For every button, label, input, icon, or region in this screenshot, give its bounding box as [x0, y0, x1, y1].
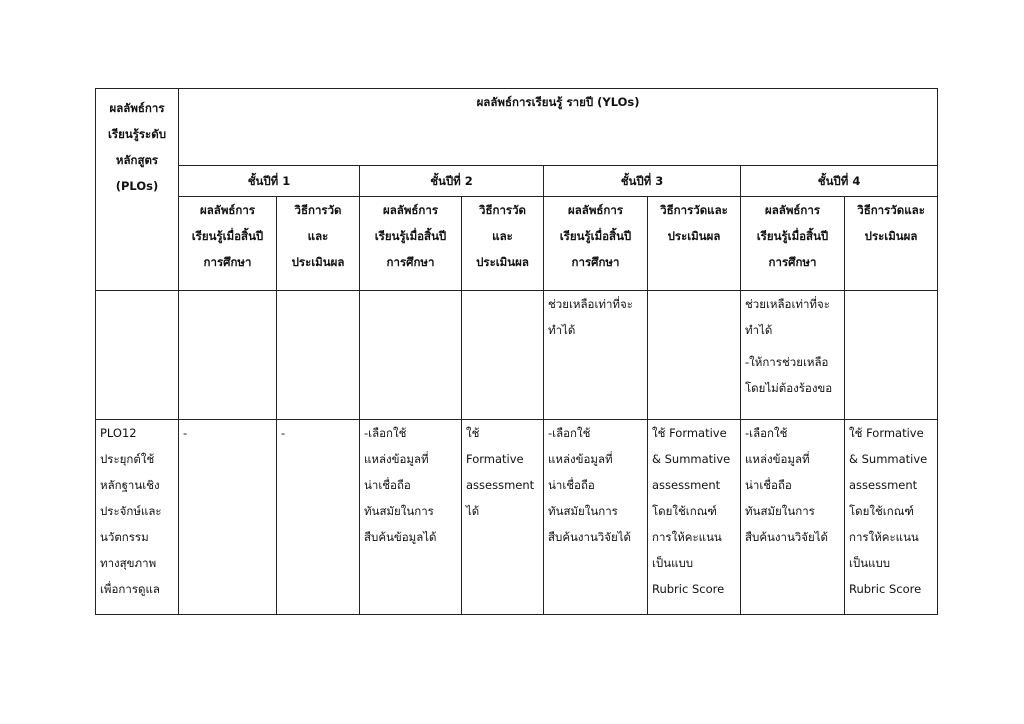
cell-line: Rubric Score [652, 582, 725, 596]
cell-line: ได้ [466, 504, 480, 518]
ylo-header-cell: ผลลัพธ์การเรียนรู้ รายปี (YLOs) [179, 89, 938, 166]
header-line: วิธีการวัดและ [660, 203, 728, 217]
header-row-subcolumns [96, 197, 938, 291]
header-line: เรียนรู้เมื่อสิ้นปี [756, 229, 829, 243]
header-line: ประเมินผล [667, 229, 721, 243]
cell-line: น่าเชื่อถือ [548, 478, 595, 492]
plo-header-line: เรียนรู้ระดับ [107, 127, 166, 141]
header-line: วิธีการวัด [479, 203, 526, 217]
cell-line: การให้คะแนน [849, 530, 919, 544]
cell-line: เป็นแบบ [849, 556, 891, 570]
header-line: เรียนรู้เมื่อสิ้นปี [191, 229, 264, 243]
y4-method-header [845, 197, 938, 291]
ylo-table [95, 88, 938, 615]
plo-header-line: (PLOs) [115, 179, 159, 193]
table-row-plo12 [96, 420, 938, 615]
header-line: การศึกษา [571, 255, 620, 269]
cell-line: ทำได้ [548, 323, 576, 337]
y1-method-cell: - [277, 420, 360, 615]
cell-line: ทันสมัยในการ [548, 504, 618, 518]
header-line: วิธีการวัด [294, 203, 342, 217]
cell-line: assessment [849, 478, 918, 492]
cell-line: แหล่งข้อมูลที่ [548, 452, 613, 466]
cell-line: Rubric Score [849, 582, 922, 596]
cell-line: ใช้ Formative [849, 426, 924, 440]
y3-method-cell [648, 420, 741, 615]
y2-method-header [462, 197, 544, 291]
header-line: ประเมินผล [291, 255, 345, 269]
y1-outcome-header [179, 197, 277, 291]
cell-line: สืบค้นข้อมูลได้ [364, 530, 437, 544]
header-line: ประเมินผล [476, 255, 529, 269]
cell-line: การให้คะแนน [652, 530, 722, 544]
header-line: ผลลัพธ์การ [764, 203, 821, 217]
y4-outcome-continuation [741, 291, 845, 420]
year-4-header: ชั้นปีที่ 4 [741, 166, 938, 197]
table-cell [648, 291, 741, 420]
plo-header-line: หลักสูตร [115, 153, 159, 167]
cell-line: ใช้ Formative [652, 426, 727, 440]
header-line: และ [492, 229, 513, 243]
cell-line: เพื่อการดูแล [100, 582, 160, 596]
y2-outcome-cell [360, 420, 462, 615]
y3-outcome-continuation [544, 291, 648, 420]
cell-line: หลักฐานเชิง [100, 478, 160, 492]
y3-method-header [648, 197, 741, 291]
cell-line: Formative [466, 452, 524, 466]
y3-outcome-header [544, 197, 648, 291]
header-line: การศึกษา [386, 255, 435, 269]
table-cell [845, 291, 938, 420]
table-cell [360, 291, 462, 420]
cell-line: ช่วยเหลือเท่าที่จะ [745, 297, 830, 311]
table-cell [277, 291, 360, 420]
header-line: เรียนรู้เมื่อสิ้นปี [559, 229, 632, 243]
cell-line: ทำได้ [745, 323, 773, 337]
cell-line: & Summative [652, 452, 731, 466]
cell-line: โดยใช้เกณฑ์ [849, 504, 914, 518]
cell-line: แหล่งข้อมูลที่ [364, 452, 429, 466]
cell-line: นวัตกรรม [100, 530, 149, 544]
header-line: เรียนรู้เมื่อสิ้นปี [374, 229, 447, 243]
year-1-header: ชั้นปีที่ 1 [179, 166, 360, 197]
year-2-header: ชั้นปีที่ 2 [360, 166, 544, 197]
table-cell [96, 291, 179, 420]
cell-line: สืบค้นงานวิจัยได้ [548, 530, 631, 544]
cell-line: -เลือกใช้ [745, 426, 788, 440]
y4-outcome-header [741, 197, 845, 291]
cell-line: ทันสมัยในการ [364, 504, 434, 518]
table-cell [462, 291, 544, 420]
cell-line: ประจักษ์และ [100, 504, 162, 518]
cell-line: assessment [466, 478, 535, 492]
cell-line: เป็นแบบ [652, 556, 694, 570]
y4-method-cell [845, 420, 938, 615]
y2-outcome-header [360, 197, 462, 291]
header-row-years [96, 166, 938, 197]
header-line: การศึกษา [203, 255, 252, 269]
table-row-continuation [96, 291, 938, 420]
y1-method-header [277, 197, 360, 291]
table-cell [179, 291, 277, 420]
cell-line: -เลือกใช้ [364, 426, 407, 440]
header-line: ประเมินผล [864, 229, 918, 243]
cell-line: ใช้ [466, 426, 480, 440]
cell-line: น่าเชื่อถือ [364, 478, 411, 492]
header-row-title [96, 89, 938, 166]
cell-line: ทางสุขภาพ [100, 556, 157, 570]
plo12-cell [96, 420, 179, 615]
cell-line: น่าเชื่อถือ [745, 478, 792, 492]
cell-line: โดยไม่ต้องร้องขอ [745, 381, 833, 395]
cell-line: โดยใช้เกณฑ์ [652, 504, 717, 518]
header-line: ผลลัพธ์การ [382, 203, 439, 217]
y4-outcome-cell [741, 420, 845, 615]
cell-line: -เลือกใช้ [548, 426, 591, 440]
cell-line: PLO12 [100, 426, 137, 440]
cell-line: ทันสมัยในการ [745, 504, 815, 518]
y2-method-cell [462, 420, 544, 615]
plo-header-cell [96, 89, 179, 291]
cell-line: ช่วยเหลือเท่าที่จะ [548, 297, 633, 311]
cell-line: assessment [652, 478, 721, 492]
cell-line: & Summative [849, 452, 928, 466]
cell-line: แหล่งข้อมูลที่ [745, 452, 810, 466]
header-line: และ [307, 229, 329, 243]
header-line: วิธีการวัดและ [857, 203, 925, 217]
y3-outcome-cell [544, 420, 648, 615]
cell-line: สืบค้นงานวิจัยได้ [745, 530, 828, 544]
plo-header-line: ผลลัพธ์การ [109, 101, 165, 115]
cell-line: ประยุกต์ใช้ [100, 452, 155, 466]
header-line: การศึกษา [768, 255, 817, 269]
header-line: ผลลัพธ์การ [567, 203, 624, 217]
header-line: ผลลัพธ์การ [199, 203, 256, 217]
cell-line: -ให้การช่วยเหลือ [745, 355, 829, 369]
year-3-header: ชั้นปีที่ 3 [544, 166, 741, 197]
y1-outcome-cell: - [179, 420, 277, 615]
